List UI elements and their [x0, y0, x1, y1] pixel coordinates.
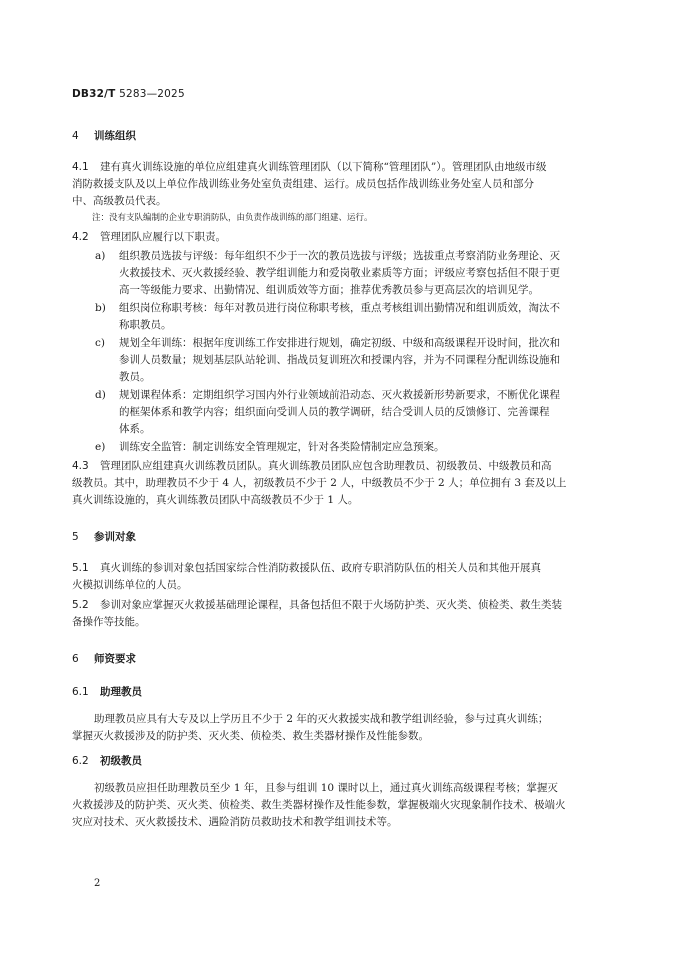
section-title: 参训对象	[94, 531, 136, 543]
item-d-line-1: 规划课程体系：定期组织学习国内外行业领域前沿动态、灭火救援新形势新要求，不断优化课程	[119, 389, 560, 401]
item-c-line-2: 参训人员数量；规划基层队站轮训、指战员复训班次和授课内容，并为不同课程分配训练设施和	[119, 354, 560, 366]
section-5-heading	[72, 529, 136, 544]
clause-text: 管理团队应履行以下职责。	[100, 231, 226, 243]
section-6-heading	[72, 651, 136, 666]
note: 注：没有支队编制的企业专职消防队，由负责作战训练的部门组建、运行。	[92, 213, 373, 223]
clause-5-2-line-1	[72, 598, 562, 613]
clause-number: 4.1	[72, 161, 89, 173]
subsection-title: 初级教员	[100, 755, 142, 767]
section-title: 师资要求	[94, 653, 136, 665]
item-d-line-3: 体系。	[119, 423, 151, 435]
section-number: 4	[72, 130, 79, 142]
item-a-line-1: 组织教员选拔与评级：每年组织不少于一次的教员选拔与评级；选拔重点考察消防业务理论、灭	[119, 250, 560, 262]
clause-4-2-intro	[72, 230, 226, 245]
clause-4-1-line-1	[72, 160, 546, 175]
item-c-line-1: 规划全年训练：根据年度训练工作安排进行规划，确定初级、中级和高级课程开设时间，批次和	[119, 337, 560, 349]
clause-4-3-line-2: 级教员。其中，助理教员不少于 4 人，初级教员不少于 2 人，中级教员不少于 2 人；单位拥有 3 套及以上	[72, 477, 567, 489]
item-e-line-1: 训练安全监管：制定训练安全管理规定，针对各类险情制定应急预案。	[119, 441, 445, 453]
subsection-title: 助理教员	[100, 686, 142, 698]
section-title: 训练组织	[94, 130, 136, 142]
section-number: 5	[72, 531, 79, 543]
item-b-label: b)	[95, 302, 106, 314]
clause-4-1-line-3: 中、高级教员代表。	[72, 195, 167, 207]
para-6-1-line-1: 助理教员应具有大专及以上学历且不少于 2 年的灭火救援实战和教学组训经验，参与过真火训练；	[94, 713, 549, 725]
para-6-2-line-2: 火救援涉及的防护类、灭火类、侦检类、救生类器材操作及性能参数，掌握极端火灾现象制作技术、极端火	[72, 799, 566, 811]
clause-text: 管理团队应组建真火训练教员团队。真火训练教员团队应包含助理教员、初级教员、中级教员和高	[100, 460, 552, 472]
subsection-number: 6.2	[72, 755, 89, 767]
item-d-line-2: 的框架体系和教学内容；组织面向受训人员的教学调研，结合受训人员的反馈修订、完善课程	[119, 406, 550, 418]
clause-5-2-line-2: 备操作等技能。	[72, 616, 146, 628]
clause-text: 建有真火训练设施的单位应组建真火训练管理团队（以下简称“管理团队”）。管理团队由地级市级	[100, 161, 547, 173]
item-c-line-3: 教员。	[119, 371, 151, 383]
subsection-6-1-heading	[72, 684, 142, 699]
item-a-line-3: 高一等级能力要求、出勤情况、组训质效等方面；推荐优秀教员参与更高层次的培训见学。	[119, 284, 539, 296]
clause-5-1-line-2: 火模拟训练单位的人员。	[72, 579, 188, 591]
standard-code	[72, 88, 185, 100]
standard-number: 5283—2025	[119, 88, 185, 100]
para-6-2-line-3: 灾应对技术、灭火救援技术、遇险消防员救助技术和教学组训技术等。	[72, 816, 398, 828]
subsection-number: 6.1	[72, 686, 89, 698]
clause-number: 4.2	[72, 231, 89, 243]
clause-text: 真火训练的参训对象包括国家综合性消防救援队伍、政府专职消防队伍的相关人员和其他开展真	[100, 562, 541, 574]
standard-prefix: DB32/T	[72, 88, 116, 100]
clause-4-3-line-3: 真火训练设施的，真火训练教员团队中高级教员不少于 1 人。	[72, 494, 359, 506]
section-number: 6	[72, 653, 79, 665]
clause-4-3-line-1	[72, 459, 552, 474]
item-b-line-2: 称职教员。	[119, 319, 172, 331]
item-e-label: e)	[95, 441, 106, 453]
subsection-6-2-heading	[72, 753, 142, 768]
item-b-line-1: 组织岗位称职考核：每年对教员进行岗位称职考核，重点考核组训出勤情况和组训质效，淘汰不	[119, 302, 560, 314]
clause-number: 5.1	[72, 562, 89, 574]
item-a-label: a)	[95, 250, 106, 262]
para-6-2-line-1: 初级教员应担任助理教员至少 1 年，且参与组训 10 课时以上，通过真火训练高级课程考核；掌握灭	[94, 782, 558, 794]
para-6-1-line-2: 掌握灭火救援涉及的防护类、灭火类、侦检类、救生类器材操作及性能参数。	[72, 730, 429, 742]
clause-number: 5.2	[72, 599, 89, 611]
clause-4-1-line-2: 消防救援支队及以上单位作战训练业务处室负责组建、运行。成员包括作战训练业务处室人员和部分	[72, 178, 534, 190]
clause-5-1-line-1	[72, 561, 541, 576]
clause-text: 参训对象应掌握灭火救援基础理论课程，具备包括但不限于火场防护类、灭火类、侦检类、救生类装	[100, 599, 562, 611]
section-4-heading	[72, 128, 136, 143]
page-number: 2	[94, 878, 101, 889]
item-a-line-2: 火救援技术、灭火救援经验、教学组训能力和爱岗敬业素质等方面；评级应考察包括但不限于更	[119, 267, 560, 279]
clause-number: 4.3	[72, 460, 89, 472]
item-c-label: c)	[95, 337, 105, 349]
item-d-label: d)	[95, 389, 106, 401]
